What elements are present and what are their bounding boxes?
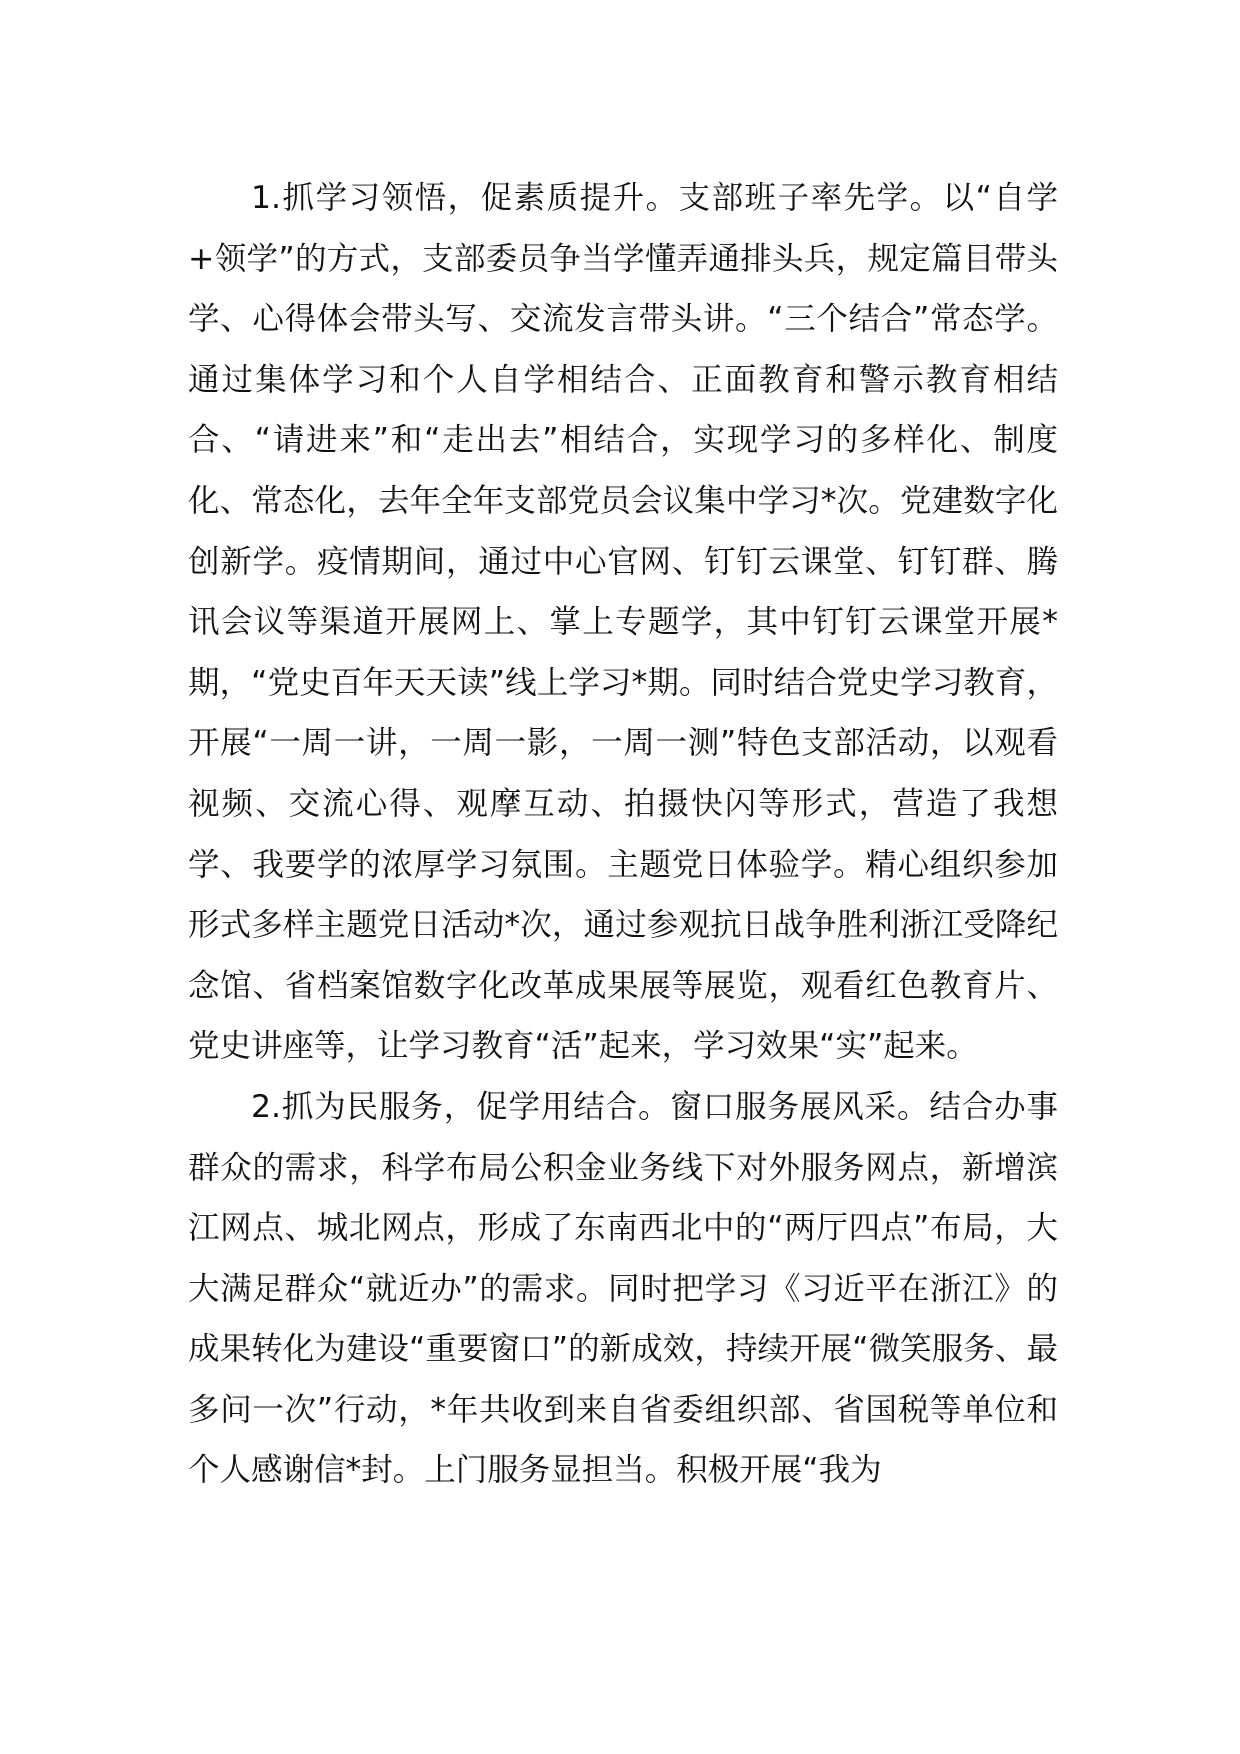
paragraph-2: 2.抓为民服务，促学用结合。窗口服务展风采。结合办事群众的需求，科学布局公积金业务线下对外服务网点，新增滨江网点、城北网点，形成了东南西北中的“两厅四点”布局，大大满足群众“就近办”的需求。同时把学习《习近平在浙江》的成果转化为建设“重要窗口”的新成效，持续开展“微笑服务、最多问一次”行动，*年共收到来自省委组织部、省国税等单位和个人感谢信*封。上门服务显担当。积极开展“我为 [188, 1088, 1058, 1489]
document-body [188, 168, 1058, 1501]
paragraph-1: 1.抓学习领悟，促素质提升。支部班子率先学。以“自学+领学”的方式，支部委员争当学懂弄通排头兵，规定篇目带头学、心得体会带头写、交流发言带头讲。“三个结合”常态学。通过集体学习和个人自学相结合、正面教育和警示教育相结合、“请进来”和“走出去”相结合，实现学习的多样化、制度化、常态化，去年全年支部党员会议集中学习*次。党建数字化创新学。疫情期间，通过中心官网、钉钉云课堂、钉钉群、腾讯会议等渠道开展网上、掌上专题学，其中钉钉云课堂开展*期，“党史百年天天读”线上学习*期。同时结合党史学习教育，开展“一周一讲，一周一影，一周一测”特色支部活动，以观看视频、交流心得、观摩互动、拍摄快闪等形式，营造了我想学、我要学的浓厚学习氛围。主题党日体验学。精心组织参加形式多样主题党日活动*次，通过参观抗日战争胜利浙江受降纪念馆、省档案馆数字化改革成果展等展览，观看红色教育片、党史讲座等，让学习教育“活”起来，学习效果“实”起来。 [188, 180, 1058, 1065]
